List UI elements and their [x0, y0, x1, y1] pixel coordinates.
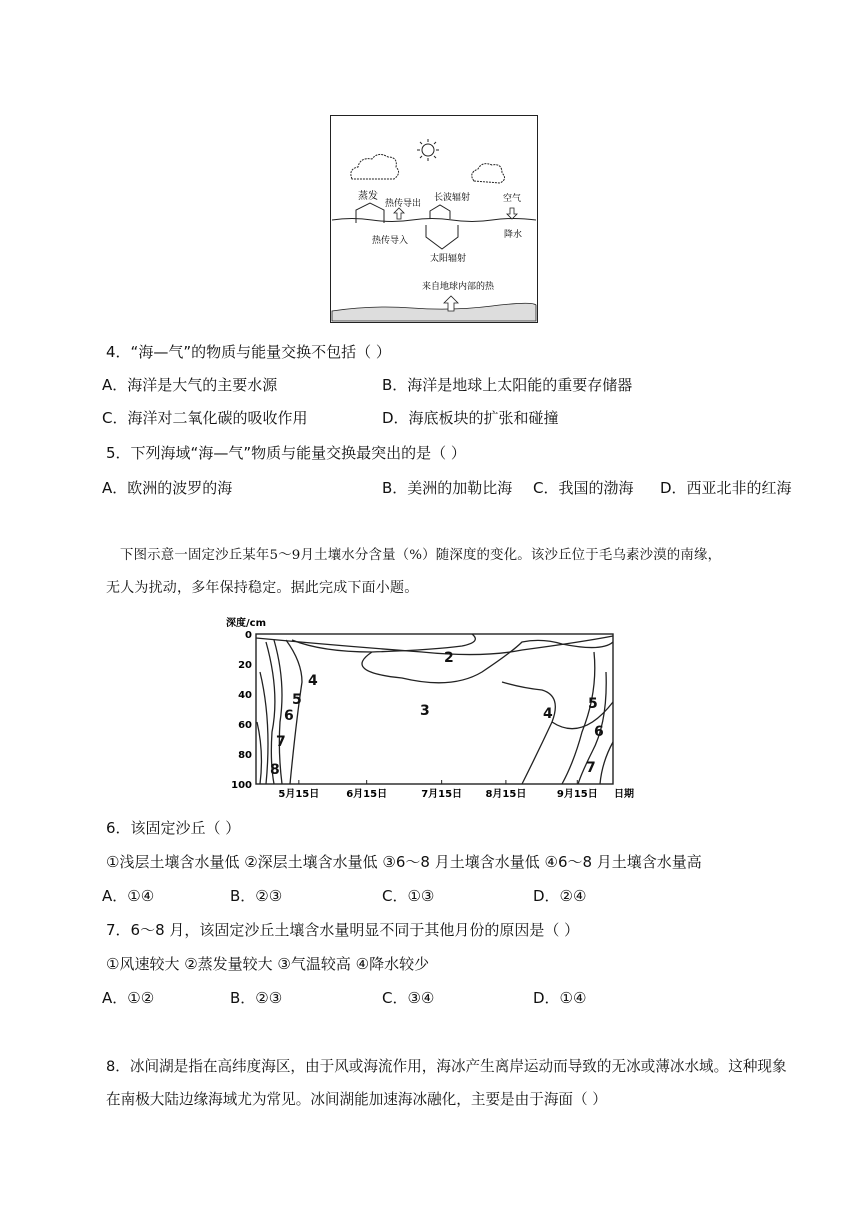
label-solar: 太阳辐射 — [430, 254, 467, 264]
q8-line-1: 8．冰间湖是指在高纬度海区，由于风或海流作用，海冰产生离岸运动而导致的无冰或薄冰水域。这种现象 — [106, 1058, 787, 1075]
q7-option-b: B．②③ — [230, 989, 283, 1007]
contour-label: 7 — [586, 760, 596, 776]
contour-label: 3 — [420, 703, 430, 719]
label-heat-in: 热传导入 — [372, 236, 409, 246]
q5-stem: 5．下列海域“海—气”物质与能量交换最突出的是（ ） — [106, 444, 466, 462]
y-tick-label: 20 — [238, 660, 252, 671]
q7-option-a: A．①② — [102, 989, 155, 1007]
q7-option-c: C．③④ — [382, 989, 435, 1007]
q4-option-a: A．海洋是大气的主要水源 — [102, 376, 278, 394]
chart-ylabel: 深度/cm — [226, 618, 266, 629]
q4-stem: 4．“海—气”的物质与能量交换不包括（ ） — [106, 343, 391, 361]
contour-label: 5 — [588, 696, 598, 712]
sea-air-diagram — [330, 115, 538, 323]
contour-label: 5 — [292, 692, 302, 708]
x-tick-label: 5月15日 — [278, 789, 320, 800]
label-interior-heat: 来自地球内部的热 — [422, 282, 495, 292]
q6-stem: 6．该固定沙丘（ ） — [106, 819, 241, 837]
q6-option-d: D．②④ — [533, 887, 587, 905]
x-tick-label: 9月15日 — [556, 789, 598, 800]
intro-line-1: 下图示意一固定沙丘某年5～9月土壤水分含量（%）随深度的变化。该沙丘位于毛乌素沙漠的南缘， — [120, 548, 722, 563]
q5-option-d: D．西亚北非的红海 — [660, 479, 792, 497]
label-evaporation: 蒸发 — [358, 191, 378, 202]
y-ticks — [231, 630, 252, 791]
contour-label: 4 — [308, 673, 318, 689]
y-tick-label: 40 — [238, 690, 252, 701]
y-tick-label: 100 — [231, 780, 252, 791]
q6-statements: ①浅层土壤含水量低 ②深层土壤含水量低 ③6～8 月土壤含水量低 ④6～8 月土壤含水量高 — [106, 853, 702, 871]
intro-line-2: 无人为扰动，多年保持稳定。据此完成下面小题。 — [106, 580, 419, 596]
y-tick-label: 60 — [238, 720, 252, 731]
contour-label: 7 — [276, 734, 286, 750]
label-precip: 降水 — [504, 230, 523, 240]
contour-label: 6 — [284, 708, 294, 724]
chart-xlabel: 日期 — [614, 789, 634, 800]
soil-moisture-chart — [222, 612, 642, 804]
q4-option-b: B．海洋是地球上太阳能的重要存储器 — [382, 376, 633, 394]
q6-option-c: C．①③ — [382, 887, 435, 905]
q5-option-a: A．欧洲的波罗的海 — [102, 479, 233, 497]
q4-option-c: C．海洋对二氧化碳的吸收作用 — [102, 409, 308, 427]
label-air: 空气 — [503, 194, 522, 204]
x-tick-label: 7月15日 — [421, 789, 463, 800]
q5-option-b: B．美洲的加勒比海 — [382, 479, 513, 497]
q5-option-c: C．我国的渤海 — [533, 479, 634, 497]
contour-label: 6 — [594, 724, 604, 740]
x-tick-label: 6月15日 — [346, 789, 388, 800]
q7-option-d: D．①④ — [533, 989, 587, 1007]
label-longwave: 长波辐射 — [434, 193, 471, 203]
q7-statements: ①风速较大 ②蒸发量较大 ③气温较高 ④降水较少 — [106, 955, 430, 973]
q4-option-d: D．海底板块的扩张和碰撞 — [382, 409, 559, 427]
q8-line-2: 在南极大陆边缘海域尤为常见。冰间湖能加速海冰融化，主要是由于海面（ ） — [106, 1091, 607, 1108]
q7-stem: 7．6～8 月，该固定沙丘土壤含水量明显不同于其他月份的原因是（ ） — [106, 921, 580, 939]
x-tick-label: 8月15日 — [485, 789, 527, 800]
q6-option-a: A．①④ — [102, 887, 155, 905]
q6-option-b: B．②③ — [230, 887, 283, 905]
contour-label: 8 — [270, 762, 280, 778]
y-tick-label: 0 — [245, 630, 252, 641]
plot-area — [256, 634, 613, 784]
contour-label: 4 — [543, 706, 553, 722]
y-tick-label: 80 — [238, 750, 252, 761]
label-heat-out: 热传导出 — [385, 199, 422, 209]
contour-label: 2 — [444, 650, 454, 666]
